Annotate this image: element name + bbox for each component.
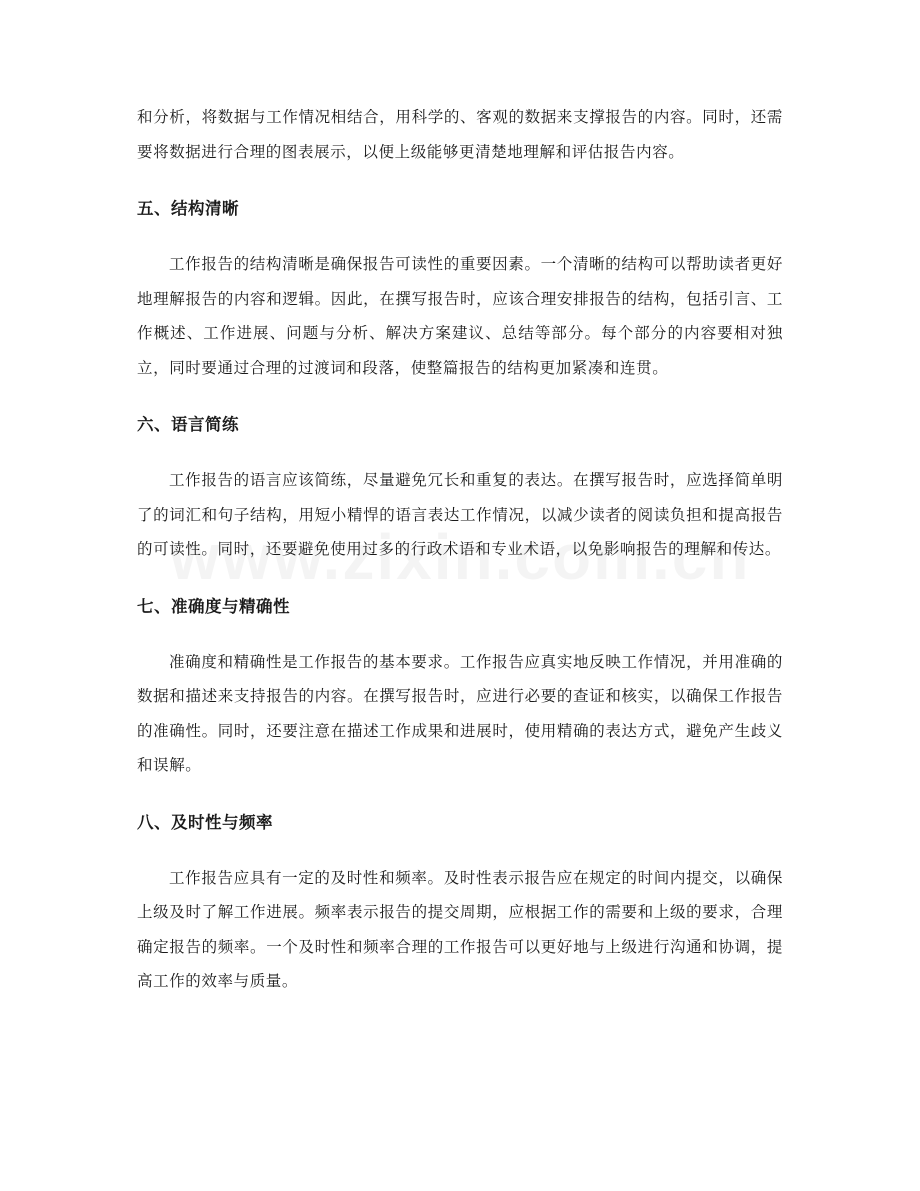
section-heading-7: 七、准确度与精确性 xyxy=(137,596,290,616)
section-paragraph-7: 准确度和精确性是工作报告的基本要求。工作报告应真实地反映工作情况，并用准确的数据和描述来支持报告的内容。在撰写报告时，应进行必要的查证和核实，以确保工作报告的准确性。同时，还要注意在描述工作成果和进展时，使用精确的表达方式，避免产生歧义和误解。 xyxy=(137,652,783,774)
section-paragraph-8: 工作报告应具有一定的及时性和频率。及时性表示报告应在规定的时间内提交，以确保上级及时了解工作进展。频率表示报告的提交周期，应根据工作的需要和上级的要求，合理确定报告的频率。一个及时性和频率合理的工作报告可以更好地与上级进行沟通和协调，提高工作的效率与质量。 xyxy=(137,868,783,990)
document-body xyxy=(137,100,783,999)
section-paragraph-5: 工作报告的结构清晰是确保报告可读性的重要因素。一个清晰的结构可以帮助读者更好地理解报告的内容和逻辑。因此，在撰写报告时，应该合理安排报告的结构，包括引言、工作概述、工作进展、问题与分析、解决方案建议、总结等部分。每个部分的内容要相对独立，同时要通过合理的过渡词和段落，使整篇报告的结构更加紧凑和连贯。 xyxy=(137,255,783,377)
section-heading-8: 八、及时性与频率 xyxy=(137,812,273,832)
section-heading-5: 五、结构清晰 xyxy=(137,199,239,218)
section-paragraph-6: 工作报告的语言应该简练，尽量避免冗长和重复的表达。在撰写报告时，应选择简单明了的词汇和句子结构，用短小精悍的语言表达工作情况，以减少读者的阅读负担和提高报告的可读性。同时，还要避免使用过多的行政术语和专业术语，以免影响报告的理解和传达。 xyxy=(137,471,783,558)
intro-paragraph: 和分析，将数据与工作情况相结合，用科学的、客观的数据来支撑报告的内容。同时，还需要将数据进行合理的图表展示，以便上级能够更清楚地理解和评估报告内容。 xyxy=(137,108,783,161)
section-heading-6: 六、语言简练 xyxy=(137,415,239,434)
